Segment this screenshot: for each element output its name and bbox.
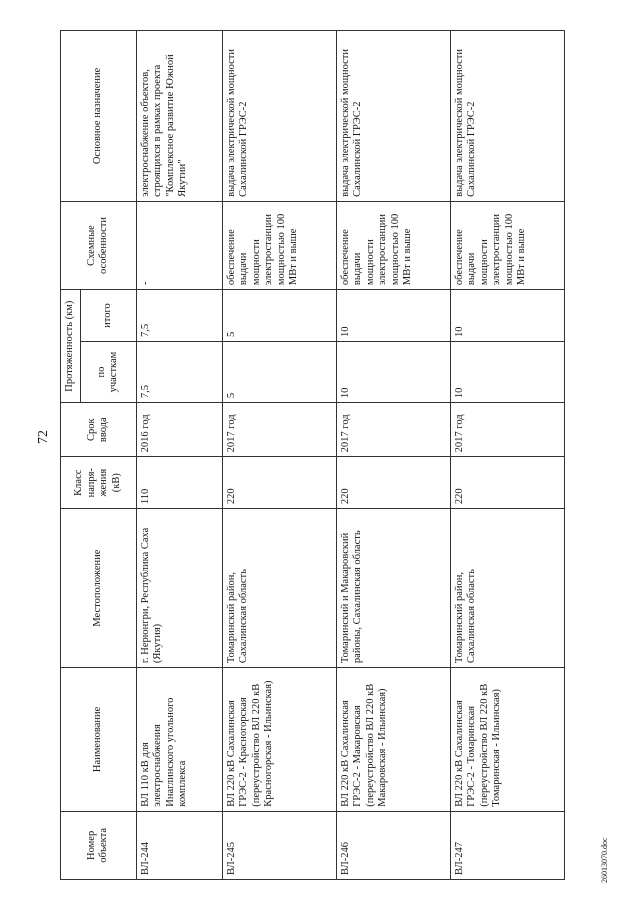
cell-features: обеспечение выдачи мощности электростанции мощностью 100 МВт и выше xyxy=(222,201,336,289)
cell-by-section: 5 xyxy=(222,341,336,402)
header-voltage: Класс напря-жения (кВ) xyxy=(61,457,137,509)
header-term: Срок ввода xyxy=(61,403,137,457)
cell-purpose: электроснабжение объектов, строящихся в рамках проекта "Комплексное развитие Южной Якутии" xyxy=(136,31,222,202)
header-features: Схемные особенности xyxy=(61,201,137,289)
cell-by-section: 10 xyxy=(336,341,450,402)
cell-num: ВЛ-247 xyxy=(450,811,564,879)
header-length: Протяженность (км) xyxy=(61,290,81,403)
header-location: Местоположение xyxy=(61,509,137,668)
cell-total: 5 xyxy=(222,290,336,342)
cell-total: 10 xyxy=(336,290,450,342)
cell-term: 2017 год xyxy=(450,403,564,457)
header-by-section: по участкам xyxy=(80,341,136,402)
cell-voltage: 220 xyxy=(450,457,564,509)
cell-by-section: 10 xyxy=(450,341,564,402)
cell-total: 7,5 xyxy=(136,290,222,342)
cell-location: Томаринский район, Сахалинская область xyxy=(450,509,564,668)
cell-purpose: выдача электрической мощности Сахалинской ГРЭС-2 xyxy=(336,31,450,202)
table-row xyxy=(450,31,564,880)
cell-voltage: 220 xyxy=(336,457,450,509)
cell-features: обеспечение выдачи мощности электростанции мощностью 100 МВт и выше xyxy=(336,201,450,289)
cell-total: 10 xyxy=(450,290,564,342)
cell-num: ВЛ-246 xyxy=(336,811,450,879)
cell-num: ВЛ-244 xyxy=(136,811,222,879)
cell-location: Томаринский и Макаровский районы, Сахалинская область xyxy=(336,509,450,668)
cell-features: обеспечение выдачи мощности электростанции мощностью 100 МВт и выше xyxy=(450,201,564,289)
cell-location: г. Нерюнгри, Республика Саха (Якутия) xyxy=(136,509,222,668)
table-row xyxy=(222,31,336,880)
cell-location: Томаринский район, Сахалинская область xyxy=(222,509,336,668)
cell-features: - xyxy=(136,201,222,289)
header-num: Номер объекта xyxy=(61,811,137,879)
cell-voltage: 110 xyxy=(136,457,222,509)
cell-name: ВЛ 220 кВ Сахалинская ГРЭС-2 - Красногорская (переустройство ВЛ 220 кВ Красногорская - Ильинская) xyxy=(222,668,336,812)
objects-table xyxy=(60,30,565,880)
table-row xyxy=(136,31,222,880)
cell-voltage: 220 xyxy=(222,457,336,509)
cell-name: ВЛ 110 кВ для электроснабжения Инаглинского угольного комплекса xyxy=(136,668,222,812)
header-name: Наименование xyxy=(61,668,137,812)
cell-purpose: выдача электрической мощности Сахалинской ГРЭС-2 xyxy=(222,31,336,202)
cell-num: ВЛ-245 xyxy=(222,811,336,879)
cell-by-section: 7,5 xyxy=(136,341,222,402)
table-row xyxy=(336,31,450,880)
cell-term: 2017 год xyxy=(336,403,450,457)
cell-name: ВЛ 220 кВ Сахалинская ГРЭС-2 - Макаровская (переустройство ВЛ 220 кВ Макаровская - Ильинская) xyxy=(336,668,450,812)
rotated-table-container xyxy=(60,20,527,880)
header-purpose: Основное назначение xyxy=(61,31,137,202)
header-total: итого xyxy=(80,290,136,342)
cell-term: 2016 год xyxy=(136,403,222,457)
cell-name: ВЛ 220 кВ Сахалинская ГРЭС-2 - Томаринская (переустройство ВЛ 220 кВ Томаринская - Ильинская) xyxy=(450,668,564,812)
cell-term: 2017 год xyxy=(222,403,336,457)
document-id: 26013070.doc xyxy=(600,837,609,883)
page-number: 72 xyxy=(36,430,51,444)
cell-purpose: выдача электрической мощности Сахалинской ГРЭС-2 xyxy=(450,31,564,202)
